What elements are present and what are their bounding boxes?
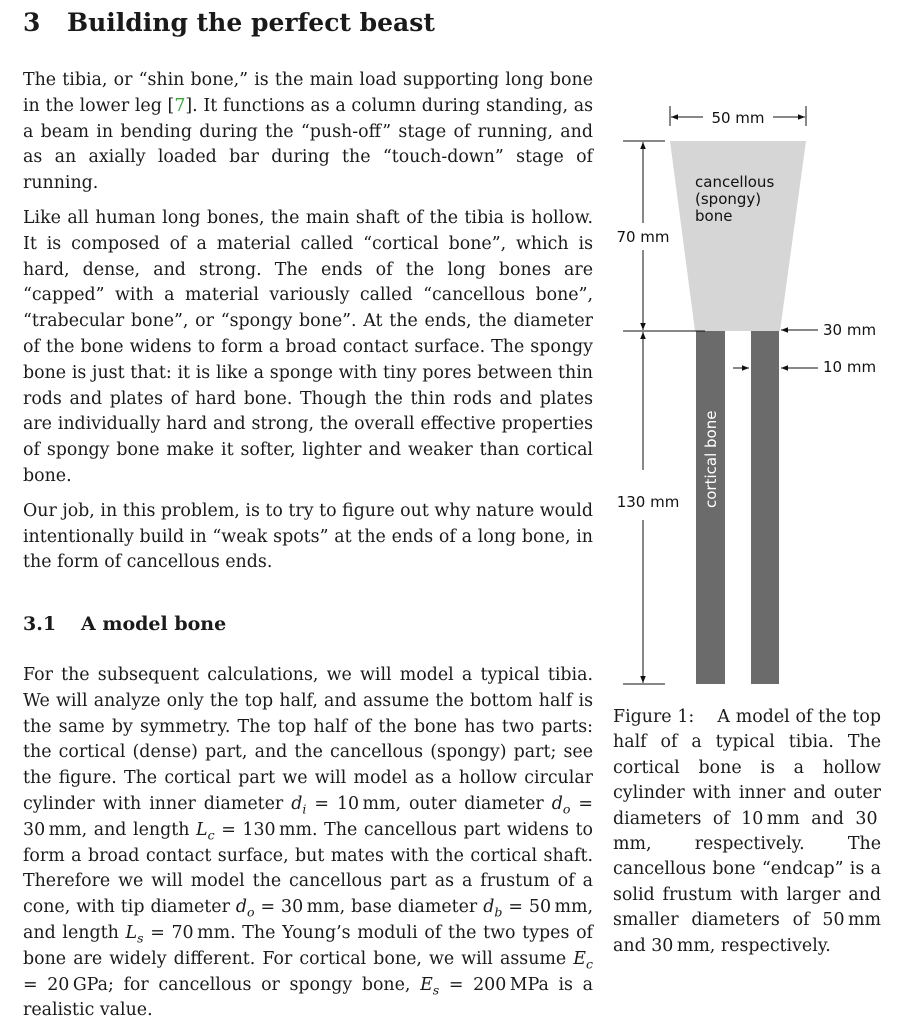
cancellous-frustum bbox=[670, 141, 806, 331]
section-heading bbox=[23, 8, 435, 37]
dim-30mm-label: 30 mm bbox=[823, 321, 877, 339]
cancellous-label-1: cancellous bbox=[695, 173, 775, 191]
citation-link[interactable]: 7 bbox=[174, 95, 186, 116]
cancellous-label-3: bone bbox=[695, 207, 733, 225]
subsection-title: A model bone bbox=[81, 613, 227, 636]
section-title: Building the perfect beast bbox=[67, 8, 435, 37]
bone-diagram bbox=[600, 95, 900, 695]
subsection-number: 3.1 bbox=[23, 613, 57, 636]
cortical-wall-right bbox=[751, 331, 779, 684]
paragraph-1: The tibia, or “shin bone,” is the main load supporting long bone in the lower leg [7]. It functions as a column during standing, as a beam in bending during the “push-off” stage of running, and as an axially loaded bar during the “touch-down” stage of running. bbox=[23, 70, 594, 194]
section-number: 3 bbox=[23, 8, 41, 37]
figure-caption: Figure 1: A model of the top half of a typical tibia. The cortical bone is a hollow cylinder with inner and outer diameters of 10 mm and 30 mm, respectively. The cancellous bone “endcap” is a solid frustum with larger and smaller diameters of 50 mm and 30 mm, respectively. bbox=[613, 707, 881, 956]
cancellous-label-2: (spongy) bbox=[695, 190, 762, 208]
dim-10mm-label: 10 mm bbox=[823, 358, 877, 376]
bone-figure bbox=[600, 95, 900, 695]
subsection-heading bbox=[23, 612, 593, 638]
paragraph-4: For the subsequent calculations, we will model a typical tibia. We will analyze only the top half, and assume the bottom half is the same by symmetry. The top half of the bone has two parts: the cortical (dense) part, and the cancellous (spongy) part; see the figure. The cortical part we will model as a hollow circular cylinder with inner diameter $d_i = 10$ mm, outer diameter $d_o = 30$ mm, and length $L_c = 130$ mm. The cancellous part widens to form a broad contact surface, but mates with the cortical shaft. Therefore we will model the cancellous part as a frustum of a cone, with tip diameter $d_o = 30$ mm, base diameter $d_b = 50$ mm, and length $L_s = 70$ mm. The Young’s moduli of the two types of bone are widely different. For cortical bone, we will assume $E_c = 20$ GPa; for cancellous or spongy bone, $E_s = 200$ MPa is a realistic value. bbox=[23, 664, 593, 1021]
cortical-label: cortical bone bbox=[702, 410, 720, 508]
dim-50mm-label: 50 mm bbox=[711, 109, 765, 127]
paragraph-3: Our job, in this problem, is to try to figure out why nature would intentionally build in “weak spots” at the ends of a long bone, in the form of cancellous ends. bbox=[23, 500, 593, 573]
body-text bbox=[23, 68, 593, 1033]
dim-70mm-label: 70 mm bbox=[616, 228, 670, 246]
dim-130mm-label: 130 mm bbox=[616, 493, 680, 511]
paragraph-2: Like all human long bones, the main shaft of the tibia is hollow. It is composed of a material called “cortical bone”, which is hard, dense, and strong. The ends of the long bones are “capped” with a material variously called “cancellous bone”, “trabecular bone”, or “spongy bone”. At the ends, the diameter of the bone widens to form a broad contact surface. The spongy bone is just that: it is like a sponge with tiny pores between thin rods and plates of hard bone. Though the thin rods and plates are individually hard and strong, the overall effective properties of spongy bone make it softer, lighter and weaker than cortical bone. bbox=[23, 207, 593, 486]
